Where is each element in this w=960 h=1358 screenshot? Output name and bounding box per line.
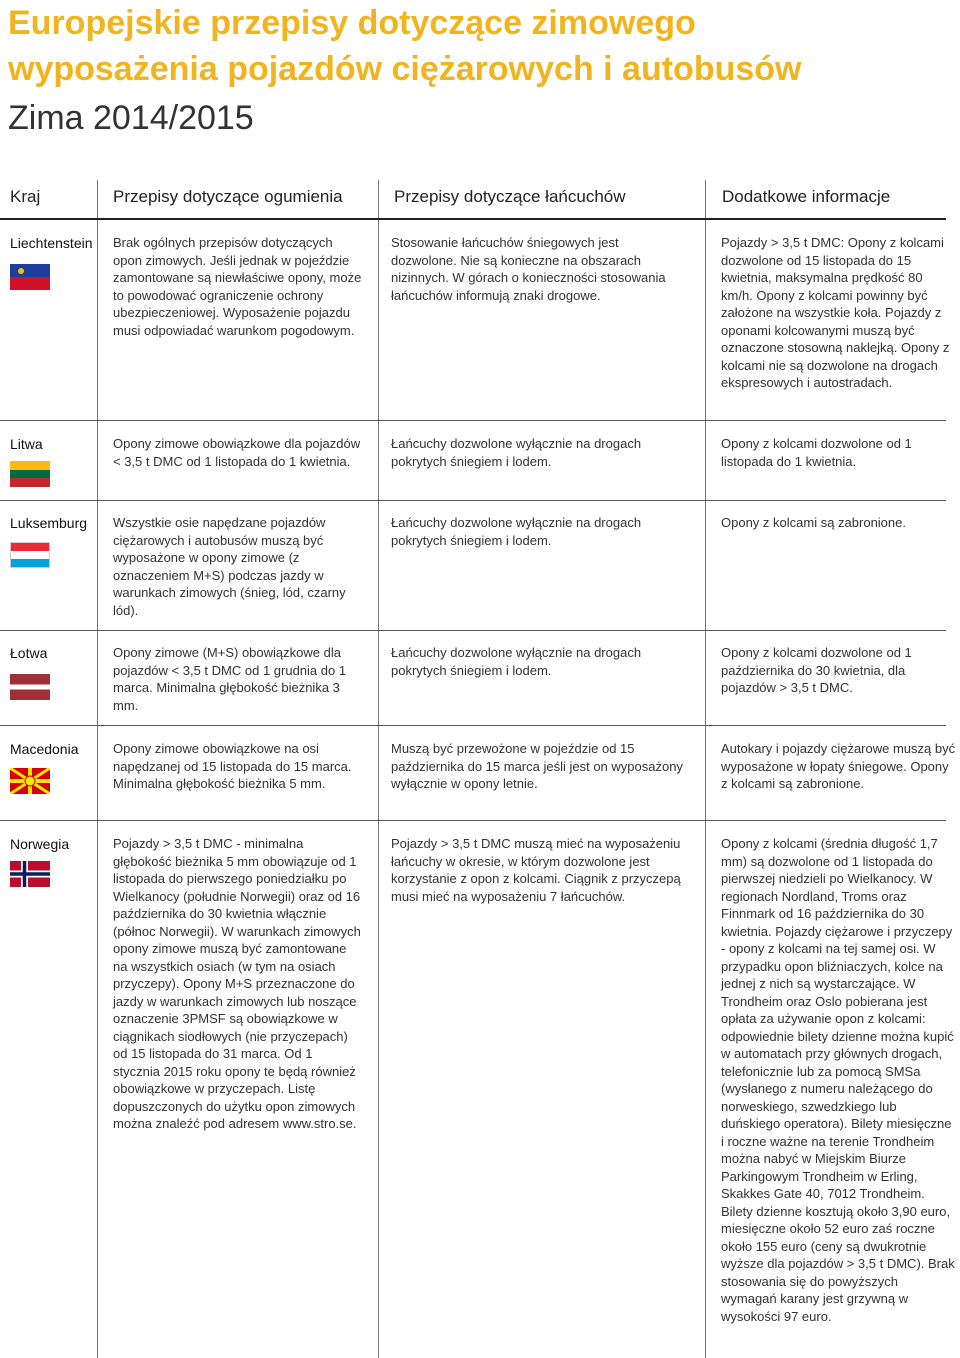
extra-text: Autokary i pojazdy ciężarowe muszą być wyposażone w łopaty śniegowe. Opony z kolcami są zabronione.	[721, 741, 956, 791]
row-divider	[0, 630, 946, 631]
row-divider	[0, 725, 946, 726]
country-name: Norwegia	[10, 836, 70, 852]
tyres-text: Pojazdy > 3,5 t DMC - minimalna głębokość bieżnika 5 mm obowiązuje od 1 listopada do pierwszego poniedziałku po Wielkanocy (południe Norwegii) oraz od 16 października do 30 kwietnia włącznie (północ Norwegii). W warunkach zimowych opony zimowe muszą być zamontowane na wszystkich osiach (w tym na osiach przyczepy). Opony M+S przeznaczone do jazdy w warunkach zimowych lub noszące oznaczenie 3PMSF są obowiązkowe w ciągnikach siodłowych (nie przyczepach) od 15 listopada do 31 marca. Od 1 stycznia 2015 roku opony te będą również obowiązkowe w przyczepach. Listę dopuszczonych do użytku opon zimowych można znaleźć pod adresem www.stro.se.	[113, 836, 361, 1131]
liechtenstein-flag-icon	[10, 264, 50, 290]
country-name: Macedonia	[10, 741, 79, 757]
tyres-text: Opony zimowe obowiązkowe na osi napędzanej od 15 listopada do 15 marca. Minimalna głębokość bieżnika 5 mm.	[113, 741, 352, 791]
chains-text: Stosowanie łańcuchów śniegowych jest dozwolone. Nie są konieczne na obszarach nizinnych. W górach o konieczności stosowania łańcuchów informują znaki drogowe.	[391, 235, 666, 303]
row-divider	[0, 420, 946, 421]
extra-text: Pojazdy > 3,5 t DMC: Opony z kolcami dozwolone od 15 listopada do 15 kwietnia, maksymalna prędkość 80 km/h. Opony z kolcami powinny być założone na wszystkie koła. Pojazdy z oponami kolcowanymi muszą być oznaczone stosowną naklejką. Opony z kolcami nie są dozwolone na drogach ekspresowych i autostradach.	[721, 235, 950, 390]
header-chains: Przepisy dotyczące łańcuchów	[394, 187, 626, 206]
header-extra: Dodatkowe informacje	[722, 187, 891, 206]
tyres-text: Brak ogólnych przepisów dotyczących opon zimowych. Jeśli jednak w pojeździe zamontowane są niewłaściwe opony, może to powodować ograniczenie ochrony ubezpieczeniowej. Wyposażenie pojazdu musi odpowiadać warunkom pogodowym.	[113, 235, 362, 338]
country-name: Litwa	[10, 436, 43, 452]
title-line-1: Europejskie przepisy dotyczące zimowego	[8, 4, 696, 42]
tyres-text: Opony zimowe obowiązkowe dla pojazdów < 3,5 t DMC od 1 listopada do 1 kwietnia.	[113, 436, 361, 469]
header-divider	[0, 218, 946, 220]
country-name: Łotwa	[10, 645, 48, 661]
title-line-2: wyposażenia pojazdów ciężarowych i autobusów	[8, 50, 802, 88]
row-divider	[0, 820, 946, 821]
chains-text: Łańcuchy dozwolone wyłącznie na drogach pokrytych śniegiem i lodem.	[391, 515, 642, 548]
lithuania-flag-icon	[10, 461, 50, 487]
macedonia-flag-icon	[10, 768, 50, 794]
extra-text: Opony z kolcami (średnia długość 1,7 mm) są dozwolone od 1 listopada do pierwszej niedzieli po Wielkanocy. W regionach Nordland, Troms oraz Finnmark od 16 października do 30 kwietnia. Pojazdy ciężarowe i przyczepy - opony z kolcami na tej samej osi. W przypadku opon bliźniaczych, kolce na jednej z nich są wystarczające. W Trondheim oraz Oslo pobierana jest opłata za używanie opon z kolcami: odpowiednie bilety dzienne można kupić w automatach przy głównych drogach, telefonicznie lub za pomocą SMSa (wysłanego z numeru należącego do norweskiego, szwedzkiego lub duńskiego operatora). Bilety miesięczne i roczne ważne na terenie Trondheim można nabyć w Miejskim Biurze Parkingowym Trondheim w Erling, Skakkes Gate 40, 7012 Trondheim. Bilety dzienne kosztują około 3,90 euro, miesięczne około 52 euro zaś roczne około 155 euro (ceny są dwukrotnie wyższe dla pojazdów > 3,5 t DMC). Brak stosowania się do powyższych wymagań karany jest grzywną w wysokości 97 euro.	[721, 836, 955, 1324]
country-name: Luksemburg	[10, 515, 88, 531]
tyres-text: Wszystkie osie napędzane pojazdów ciężarowych i autobusów muszą być wyposażone w opony zimowe (z oznaczeniem M+S) podczas jazdy w warunkach zimowych (śnieg, lód, czarny lód).	[113, 515, 346, 618]
page-title	[8, 0, 802, 92]
luxembourg-flag-icon	[10, 542, 50, 568]
chains-text: Muszą być przewożone w pojeździe od 15 października do 15 marca jeśli jest on wyposażony wyłącznie w opony letnie.	[391, 741, 683, 791]
chains-text: Pojazdy > 3,5 t DMC muszą mieć na wyposażeniu łańcuchy w okresie, w którym dozwolone jest korzystanie z opon z kolcami. Ciągnik z przyczepą musi mieć na wyposażeniu 7 łańcuchów.	[391, 836, 681, 904]
extra-text: Opony z kolcami dozwolone od 1 października do 30 kwietnia, dla pojazdów > 3,5 t DMC.	[721, 645, 912, 695]
header-country: Kraj	[10, 187, 41, 206]
extra-text: Opony z kolcami są zabronione.	[721, 515, 906, 530]
tyres-text: Opony zimowe (M+S) obowiązkowe dla pojazdów < 3,5 t DMC od 1 grudnia do 1 marca. Minimalna głębokość bieżnika 3 mm.	[113, 645, 347, 713]
row-divider	[0, 500, 946, 501]
page-subtitle: Zima 2014/2015	[8, 99, 254, 137]
chains-text: Łańcuchy dozwolone wyłącznie na drogach pokrytych śniegiem i lodem.	[391, 645, 642, 678]
country-name: Liechtenstein	[10, 235, 93, 251]
column-divider	[378, 180, 379, 1358]
table-header	[0, 180, 960, 220]
norway-flag-icon	[10, 861, 50, 887]
extra-text: Opony z kolcami dozwolone od 1 listopada do 1 kwietnia.	[721, 436, 912, 469]
chains-text: Łańcuchy dozwolone wyłącznie na drogach pokrytych śniegiem i lodem.	[391, 436, 642, 469]
latvia-flag-icon	[10, 674, 50, 700]
column-divider	[97, 180, 98, 1358]
column-divider	[705, 180, 706, 1358]
header-tyres: Przepisy dotyczące ogumienia	[113, 187, 343, 206]
